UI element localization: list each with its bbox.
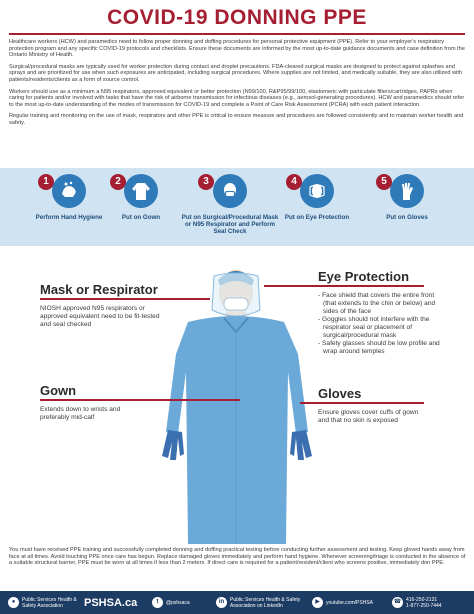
twitter-link[interactable]	[152, 591, 190, 614]
mask-icon	[213, 174, 247, 208]
step-mask	[180, 174, 280, 236]
youtube-text: youtube.com/PSHSA	[326, 599, 373, 606]
glove-icon	[390, 174, 424, 208]
phone-numbers	[406, 597, 442, 609]
gown-section-text: Extends down to wrists and preferably mid-calf	[40, 406, 121, 421]
step-gloves	[362, 174, 452, 221]
eye-section-list	[318, 292, 440, 356]
phone-contact	[392, 591, 442, 614]
org-logo	[8, 591, 80, 614]
page-title: COVID-19 DONNING PPE	[107, 6, 367, 29]
step-label: Put on Surgical/Procedural Mask or N95 Respirator and Perform Seal Check	[181, 214, 279, 236]
mask-section-title: Mask or Respirator	[40, 282, 158, 297]
twitter-handle: @pshsaca	[166, 599, 190, 606]
step-eye-protection	[272, 174, 362, 221]
mask-section-rule	[40, 298, 210, 300]
step-label: Put on Gown	[121, 214, 161, 221]
step-number: 3	[198, 174, 214, 190]
youtube-link[interactable]	[312, 591, 373, 614]
intro-paragraph: Surgical/procedural masks are typically used for worker protection during contact and droplet precautions. FDA-cleared surgical masks are designed to protect against splashes and sprays and are prioritized for use when such exposures are anticipated, including surgical procedures. Where supplies are not limited, and medically suitable, they are also utilized with patients/residents/clients as a form of source control.	[9, 63, 463, 83]
gown-icon	[124, 174, 158, 208]
footer-bar	[0, 591, 474, 614]
step-number: 4	[286, 174, 302, 190]
gloves-section-rule	[300, 402, 424, 404]
mask-section-text: NIOSH approved N95 respirators or approved equivalent need to be fit-tested and seal checked	[40, 305, 160, 328]
phone-icon: ☎	[392, 597, 403, 608]
phone-number: 416-250-2131	[406, 596, 438, 603]
step-number: 1	[38, 174, 54, 190]
eye-section-rule	[264, 285, 424, 287]
gloves-section-title: Gloves	[318, 386, 362, 401]
intro-paragraph: Workers should use as a minimum a N95 respirators, approved equivalent or better protection (N99/100, R&P95/99/100, elastomeric with particulate filters/cartridges, PAPRs when caring for patients and/or involved with tasks that have the risk of airborne transmission for infectious diseases (e.g., aerosol-generating procedures). HCW and paramedics should refer to the most up-to-date understanding of the modes of transmission for COVID-19 and complete a Point of Care Risk Assessment (PCRA) with each patient interaction.	[9, 88, 465, 108]
title-divider	[9, 33, 465, 35]
footer-notice: You must have received PPE training and successfully completed donning and doffing practical testing before conducting further assessment and testing. Keep gloved hands away from face at all times. Avoid touching PPE once care has begun. Replace damaged gloves immediately and perform hand hygiene. Whenever screening/triage is conducted in the absence of a suitable structural barrier, PPE must be worn at all times if less than 2 meters. If direct care is required for a patient/resident/client who screens positive, immediately don PPE.	[9, 547, 466, 567]
donning-steps	[0, 168, 474, 246]
site-link[interactable]: PSHSA.ca	[84, 596, 138, 609]
org-name: Public Services Health & Safety Association	[22, 596, 77, 609]
list-item: - Goggles should not interfere with the respirator seal or placement of surgical/procedural mask	[318, 316, 430, 339]
list-item: - Face shield that covers the entire front (that extends to the chin or below) and sides of the face	[318, 292, 436, 315]
phone-number: 1-877-250-7444	[406, 602, 442, 609]
step-label: Put on Eye Protection	[284, 214, 350, 221]
intro-paragraph: Healthcare workers (HCW) and paramedics need to follow proper donning and doffing procedures for personal protective equipment (PPE). Refer to your employer's respiratory protection program and any specific COVID-19 protocols and checklists. Ensure these documents are informed by the most up-to-date guidance documents and case definition from the Ontario Ministry of Health.	[9, 39, 465, 59]
linkedin-link[interactable]	[216, 591, 308, 614]
youtube-icon: ▶	[312, 597, 323, 608]
logo-icon: ●	[8, 597, 19, 608]
list-item: - Safety glasses should be low profile and wrap around temples	[318, 340, 440, 355]
hand-hygiene-icon	[52, 174, 86, 208]
face-shield-icon	[300, 174, 334, 208]
step-gown	[96, 174, 186, 221]
step-label: Put on Gloves	[386, 214, 428, 221]
gown-section-rule	[40, 399, 240, 401]
step-label: Perform Hand Hygiene	[35, 214, 103, 221]
gown-section-title: Gown	[40, 383, 77, 398]
linkedin-icon: in	[216, 597, 227, 608]
eye-section-title: Eye Protection	[318, 269, 410, 284]
step-number: 5	[376, 174, 392, 190]
linkedin-text: Public Services Health & Safety Association on LinkedIn	[230, 596, 301, 609]
twitter-icon: t	[152, 597, 163, 608]
intro-paragraph: Regular training and monitoring on the use of mask, respirators and other PPE is critical to ensure measure and procedures are followed consistently and to maintain worker health and safety.	[9, 113, 464, 126]
intro-text	[9, 39, 467, 132]
step-number: 2	[110, 174, 126, 190]
gloves-section-text: Ensure gloves cover cuffs of gown and that no skin is exposed	[318, 409, 419, 424]
